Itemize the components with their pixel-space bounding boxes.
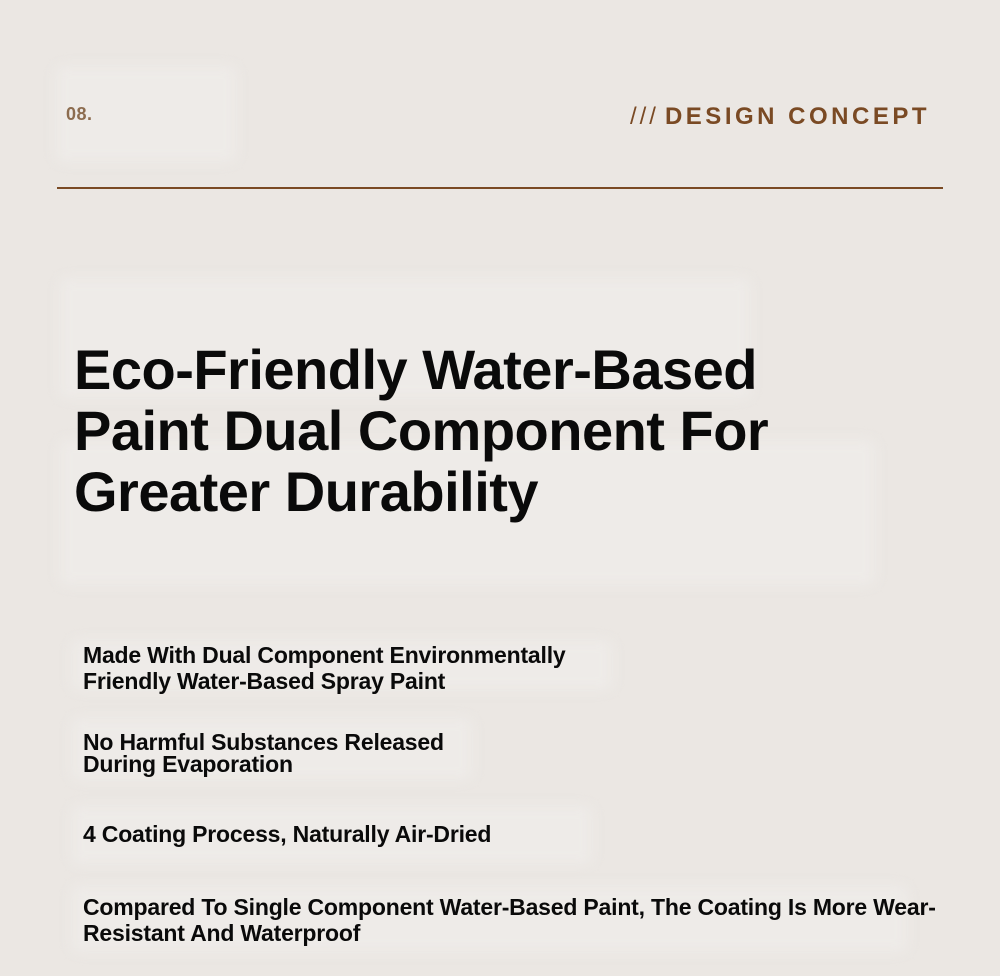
section-title: DESIGN CONCEPT [664,103,930,130]
feature-item: Compared To Single Component Water-Based Paint, The Coating Is More Wear-Resistant And Waterproof [83,894,936,946]
feature-item: 4 Coating Process, Naturally Air-Dried [83,821,492,847]
section-label [630,103,930,131]
section-slashes: /// [629,103,659,130]
page-number: 08. [66,104,93,124]
feature-item: Made With Dual Component Environmentally Friendly Water-Based Spray Paint [83,642,566,694]
header-divider [57,187,943,189]
feature-item: No Harmful Substances Released During Evaporation [83,729,444,777]
headline: Eco-Friendly Water-Based Paint Dual Component For Greater Durability [74,338,769,523]
